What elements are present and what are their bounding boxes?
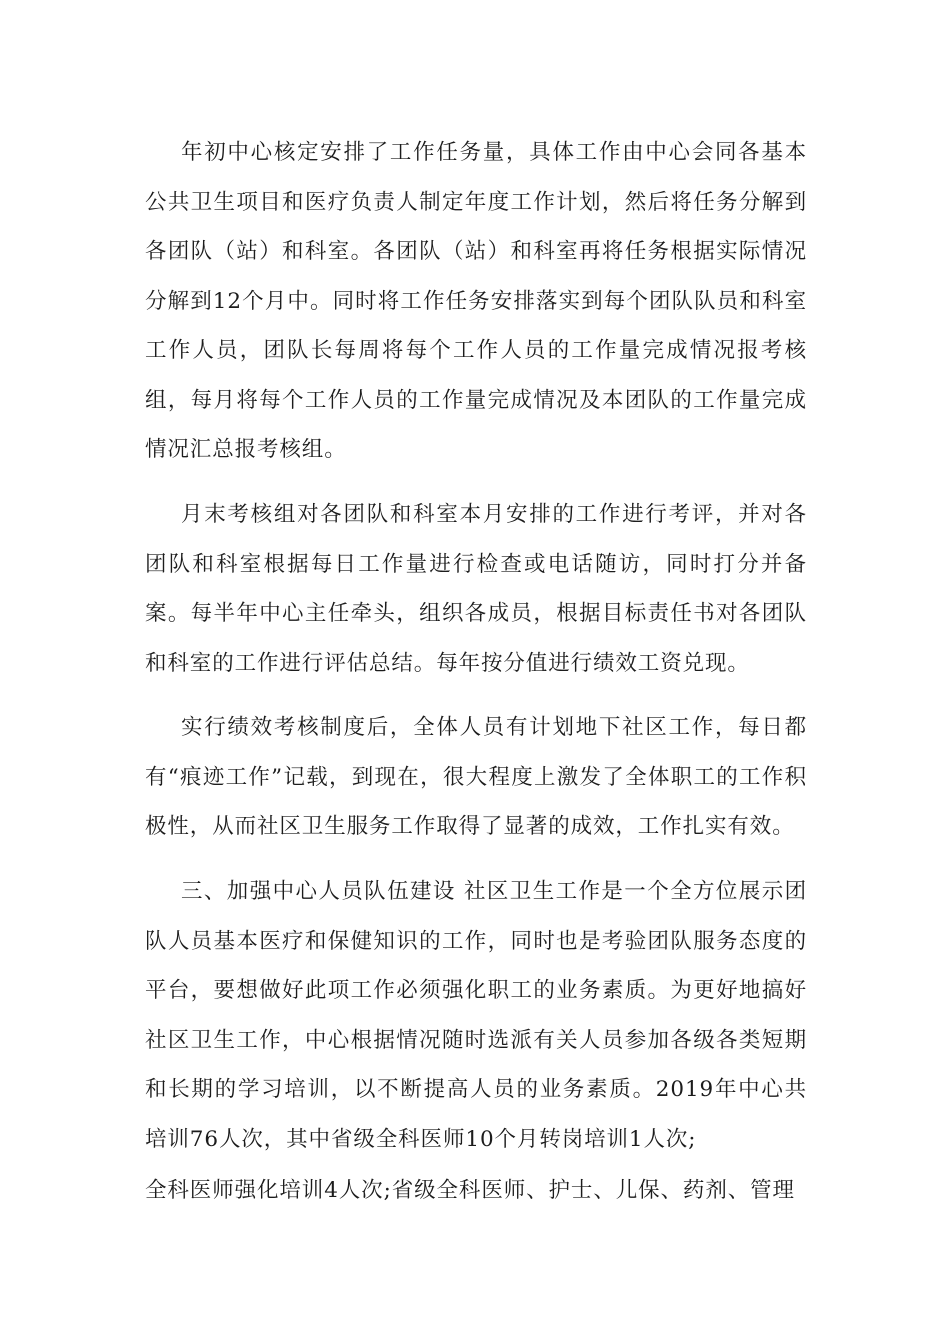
paragraph-training-continued: 全科医师强化培训4人次;省级全科医师、护士、儿保、药剂、管理	[145, 1178, 795, 1203]
paragraph-workload-planning: 年初中心核定安排了工作任务量，具体工作由中心会同各基本公共卫生项目和医疗负责人制定年度工作计划，然后将任务分解到各团队（站）和科室。各团队（站）和科室再将任务根据实际情况分解到12个月中。同时将工作任务安排落实到每个团队队员和科室工作人员，团队长每周将每个工作人员的工作量完成情况报考核组，每月将每个工作人员的工作量完成情况及本团队的工作量完成情况汇总报考核组。	[145, 140, 807, 462]
paragraph-monthly-assessment: 月末考核组对各团队和科室本月安排的工作进行考评，并对各团队和科室根据每日工作量进行检查或电话随访，同时打分并备案。每半年中心主任牵头，组织各成员，根据目标责任书对各团队和科室的工作进行评估总结。每年按分值进行绩效工资兑现。	[145, 502, 807, 676]
paragraph-performance-results: 实行绩效考核制度后，全体人员有计划地下社区工作，每日都有“痕迹工作”记载，到现在，很大程度上激发了全体职工的工作积极性，从而社区卫生服务工作取得了显著的成效，工作扎实有效。	[145, 715, 807, 839]
paragraph-staff-training: 三、加强中心人员队伍建设 社区卫生工作是一个全方位展示团队人员基本医疗和保健知识的工作，同时也是考验团队服务态度的平台，要想做好此项工作必须强化职工的业务素质。为更好地搞好社区卫生工作，中心根据情况随时选派有关人员参加各级各类短期和长期的学习培训，以不断提高人员的业务素质。2019年中心共培训76人次，其中省级全科医师10个月转岗培训1人次;	[145, 879, 807, 1152]
